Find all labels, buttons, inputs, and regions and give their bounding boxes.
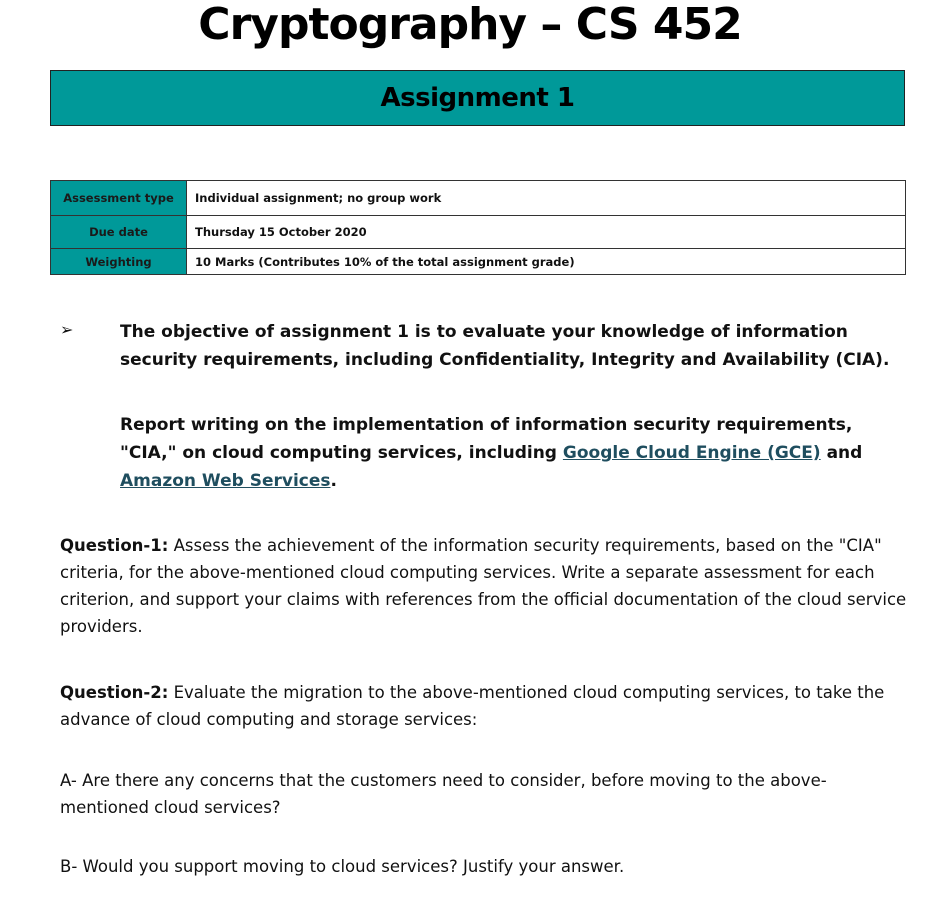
weighting-value: 10 Marks (Contributes 10% of the total assignment grade) xyxy=(187,249,906,275)
objective-paragraph: The objective of assignment 1 is to evaluate your knowledge of information security requirements, including Confidentiality, Integrity and Availability (CIA). xyxy=(120,322,890,370)
assessment-type-label: Assessment type xyxy=(51,181,187,216)
gce-link[interactable]: Google Cloud Engine (GCE) xyxy=(562,443,821,463)
arrow-bullet-icon: ➢ xyxy=(60,320,74,339)
question-1-label: Question-1: xyxy=(60,536,169,555)
report-paragraph xyxy=(120,411,890,495)
question-2-part-b: B- Would you support moving to cloud services? Justify your answer. xyxy=(60,857,625,876)
due-date-label: Due date xyxy=(51,216,187,249)
due-date-value: Thursday 15 October 2020 xyxy=(187,216,906,249)
banner-label: Assignment 1 xyxy=(380,83,575,113)
question-2-text: Evaluate the migration to the above-mentioned cloud computing services, to take the advance of cloud computing and storage services: xyxy=(60,683,885,729)
question-2-part-a: A- Are there any concerns that the customers need to consider, before moving to the above-mentioned cloud services? xyxy=(60,771,827,817)
question-2 xyxy=(60,679,910,733)
report-and-text: and xyxy=(820,443,863,463)
report-text: Report writing on the implementation of information security requirements, "CIA," on cloud computing services, including xyxy=(120,415,853,463)
document-title: Cryptography – CS 452 xyxy=(198,0,742,50)
question-2-label: Question-2: xyxy=(60,683,169,702)
report-period: . xyxy=(330,471,337,491)
question-1-text: Assess the achievement of the information security requirements, based on the "CIA" criteria, for the above-mentioned cloud computing services. Write a separate assessment for each criterion, and support your claims with references from the official documentation of the cloud service providers. xyxy=(60,536,907,636)
table-row xyxy=(51,216,906,249)
weighting-label: Weighting xyxy=(51,249,187,275)
table-row xyxy=(51,249,906,275)
question-1 xyxy=(60,532,910,640)
aws-link[interactable]: Amazon Web Services xyxy=(120,471,331,491)
assessment-info-table xyxy=(50,180,906,275)
assessment-type-value: Individual assignment; no group work xyxy=(187,181,906,216)
assignment-banner xyxy=(50,70,905,126)
table-row xyxy=(51,181,906,216)
